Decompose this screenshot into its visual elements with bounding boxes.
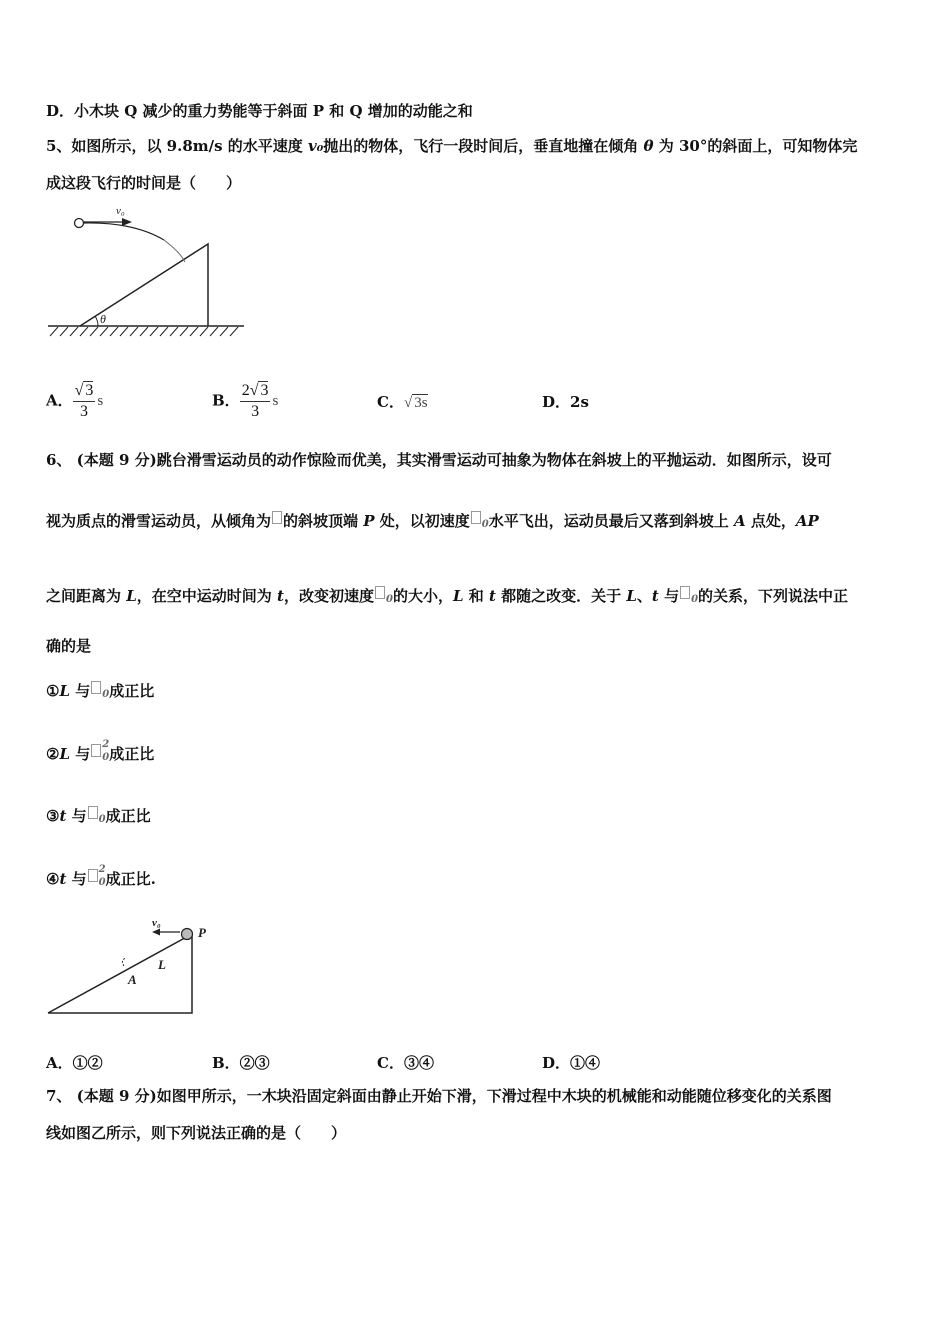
q5-option-a-unit: s <box>97 393 104 409</box>
q5-option-a-num: 3 <box>85 382 94 399</box>
q6-var-l-2: L <box>452 587 464 605</box>
q6-figure <box>44 910 224 1020</box>
q6-s1-var: L <box>59 682 70 700</box>
q5-stem-mid: 抛出的物体，飞行一段时间后，垂直地撞在倾角 <box>323 137 644 155</box>
q6-var-t-2: t <box>488 587 496 605</box>
q5-figure <box>44 200 254 342</box>
q6-l3-a: 之间距离为 <box>46 587 127 605</box>
q6-s3-var: t <box>59 807 67 825</box>
q5-trajectory <box>84 223 164 240</box>
q5-trajectory-arrow <box>164 240 185 262</box>
q6-s4-v <box>88 869 98 882</box>
q5-option-d[interactable] <box>542 391 589 412</box>
q6-v-subscript-3: 0 <box>691 594 699 605</box>
q6-s4-sup: 2 <box>98 864 106 875</box>
q6-l2-b: 的斜坡顶端 <box>283 512 364 530</box>
q6-s3-num: ③ <box>46 807 60 825</box>
q6-label-v0: v₀ <box>152 917 161 929</box>
q6-s2-v <box>91 744 101 757</box>
q7-stem-line2: 线如图乙所示，则下列说法正确的是（ ） <box>46 1124 347 1142</box>
q5-ground-hatch <box>48 326 244 336</box>
q5-option-c-value-wrap: √ 3s <box>403 395 428 411</box>
q6-s4-mid: 与 <box>66 870 87 888</box>
q6-option-d[interactable]: D．①④ <box>542 1054 601 1072</box>
q6-statement-1 <box>46 681 154 705</box>
q6-statement-3 <box>46 806 151 830</box>
q6-v-placeholder <box>471 511 481 524</box>
q6-l3-d: 的大小， <box>392 587 453 605</box>
q5-label-v0: v₀ <box>116 205 125 217</box>
q6-slope <box>48 934 192 1013</box>
q5-option-b-label: B． <box>212 391 240 410</box>
q7-stem-line1: 7、 (本题 9 分)如图甲所示，一木块沿固定斜面由静止开始下滑，下滑过程中木块的机械能和动能随位移变化的关系图 <box>46 1087 832 1105</box>
q6-s2-end: 成正比 <box>109 745 155 763</box>
q6-var-l-3: L <box>626 587 637 605</box>
q6-option-a[interactable]: A．①② <box>46 1054 103 1072</box>
q5-theta: θ <box>643 137 654 155</box>
q5-option-a-den: 3 <box>80 403 89 420</box>
q6-s4-num: ④ <box>46 870 60 888</box>
q6-v-subscript-2: 0 <box>385 594 393 605</box>
q5-velocity-arrowhead <box>122 218 132 226</box>
q6-s4-v-wrap <box>87 864 106 893</box>
q6-s2-sub: 0 <box>102 752 110 763</box>
q5-option-d-label: D． <box>542 393 571 411</box>
q6-stem-line1: 6、 (本题 9 分)跳台滑雪运动员的动作惊险而优美，其实滑雪运动可抽象为物体在斜坡上的平抛运动．如图所示，设可 <box>46 451 832 469</box>
q5-stem-suffix: 为 30°的斜面上，可知物体完 <box>653 137 858 155</box>
q6-statement-4 <box>46 864 156 893</box>
q6-l2-e: 点处， <box>745 512 796 530</box>
q6-s2-v-wrap <box>90 739 110 768</box>
q6-var-p: P <box>363 512 375 530</box>
q5-ball <box>75 219 84 228</box>
q6-s3-sub: 0 <box>98 814 106 825</box>
q6-var-t-3: t <box>651 587 659 605</box>
q5-stem-line2: 成这段飞行的时间是（ ） <box>46 174 242 192</box>
q6-s3-mid: 与 <box>66 807 87 825</box>
q6-statement-2 <box>46 739 155 768</box>
q6-angle-mark <box>122 958 126 966</box>
q6-var-a: A <box>733 512 746 530</box>
q6-v-subscript: 0 <box>481 519 489 530</box>
q6-l3-g: 、 <box>636 587 652 605</box>
q6-s2-num: ② <box>46 745 60 763</box>
q6-s2-sup: 2 <box>102 739 110 750</box>
q6-s4-sub: 0 <box>98 877 106 888</box>
q6-stem-line2 <box>46 511 819 535</box>
q6-s1-sub: 0 <box>102 689 110 700</box>
q6-s1-end: 成正比 <box>109 682 155 700</box>
q6-var-t: t <box>277 587 284 605</box>
q5-option-d-value: 2s <box>570 393 589 411</box>
q6-option-b[interactable]: B．②③ <box>212 1054 270 1072</box>
q6-s2-mid: 与 <box>70 745 91 763</box>
q6-label-a: A <box>128 972 137 987</box>
q6-l2-c: 处，以初速度 <box>374 512 470 530</box>
q6-s1-v <box>91 681 101 694</box>
q6-stem-line3 <box>46 586 848 610</box>
q6-var-ap: AP <box>795 512 819 530</box>
q6-s2-var: L <box>59 745 70 763</box>
q6-stem-line4: 确的是 <box>46 637 92 655</box>
q5-option-b-coef: 2 <box>241 382 250 399</box>
q5-angle-arc <box>95 316 98 326</box>
q4-option-d: D．小木块 Q 减少的重力势能等于斜面 P 和 Q 增加的动能之和 <box>46 102 473 120</box>
q5-label-theta: θ <box>100 312 106 326</box>
q6-label-p: P <box>198 925 206 940</box>
q5-option-c-label: C． <box>377 393 404 411</box>
q6-label-l: L <box>158 957 166 972</box>
q6-l3-f: 都随之改变．关于 <box>495 587 627 605</box>
q6-velocity-arrowhead <box>152 929 160 936</box>
q5-option-b-num: 3 <box>260 382 269 399</box>
q6-s4-end: 成正比. <box>105 870 156 888</box>
q5-option-c-value: 3s <box>414 395 428 411</box>
q5-option-a-label: A． <box>46 391 73 410</box>
q5-option-b-den: 3 <box>251 403 260 420</box>
q5-option-a-fraction: $\frac{√ 3}{3}$ <box>74 382 94 420</box>
q5-option-a[interactable] <box>46 381 103 422</box>
q6-l2-a: 视为质点的滑雪运动员，从倾角为 <box>46 512 272 530</box>
q5-stem-line1 <box>46 136 857 156</box>
q6-v-placeholder-3 <box>680 586 690 599</box>
q6-l2-d: 水平飞出，运动员最后又落到斜坡上 <box>488 512 734 530</box>
q5-option-b-unit: s <box>272 393 279 409</box>
q5-option-b-fraction: $\frac{2√ 3}{3}$ <box>241 382 269 420</box>
q5-option-c[interactable] <box>377 391 428 412</box>
q6-s3-v <box>88 806 98 819</box>
q6-option-c[interactable]: C．③④ <box>377 1054 434 1072</box>
q6-var-l: L <box>126 587 137 605</box>
q6-theta-placeholder <box>272 511 282 524</box>
q6-skier-ball <box>182 929 193 940</box>
q5-option-b[interactable] <box>212 381 278 422</box>
q6-l3-e: 和 <box>463 587 489 605</box>
q5-stem-prefix: 5、如图所示，以 9.8m/s 的水平速度 <box>46 137 308 155</box>
q6-v-placeholder-2 <box>375 586 385 599</box>
q6-s1-mid: 与 <box>70 682 91 700</box>
q6-s1-num: ① <box>46 682 60 700</box>
q6-l3-c: ，改变初速度 <box>283 587 374 605</box>
q6-s4-var: t <box>59 870 67 888</box>
q6-l3-b: ，在空中运动时间为 <box>136 587 278 605</box>
q5-v0: v₀ <box>308 137 324 155</box>
q6-l3-h: 与 <box>658 587 680 605</box>
q6-l3-i: 的关系，下列说法中正 <box>698 587 849 605</box>
q6-s3-end: 成正比 <box>105 807 151 825</box>
